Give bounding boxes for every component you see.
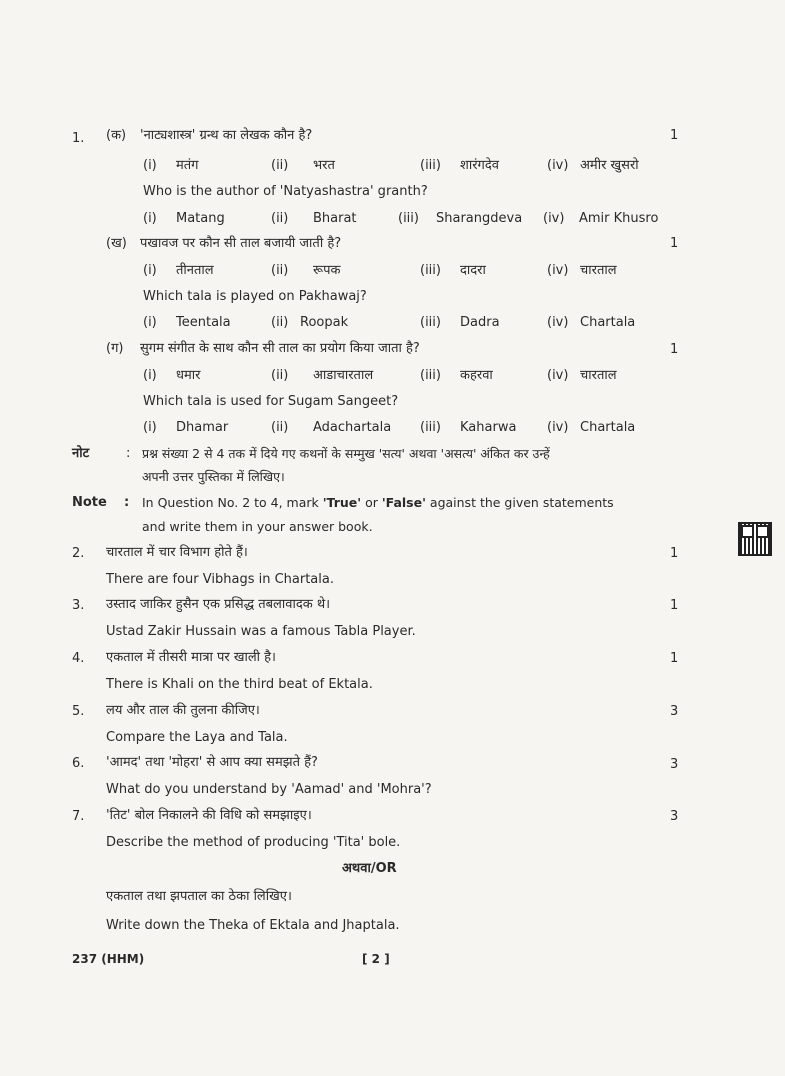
q1a-e-opt1: Matang	[176, 211, 225, 226]
q1b-h-opt1: तीनताल	[176, 263, 214, 278]
q1c-h-opt2-num: (ii)	[271, 368, 289, 383]
note-english-false: 'False'	[381, 495, 426, 510]
q1b-h-opt3-num: (iii)	[420, 263, 441, 278]
q1b-english: Which tala is played on Pakhawaj?	[143, 289, 367, 304]
q1a-e-opt3: Sharangdeva	[436, 211, 523, 226]
q1b-e-opt4: Chartala	[580, 315, 636, 330]
note-english-true: 'True'	[322, 495, 362, 510]
q1c-e-opt3: Kaharwa	[460, 420, 517, 435]
q1c-e-opt3-num: (iii)	[420, 420, 441, 435]
q1b-h-opt2-num: (ii)	[271, 263, 289, 278]
q1a-h-opt3-num: (iii)	[420, 158, 441, 173]
q7-english: Describe the method of producing 'Tita' bole.	[106, 835, 401, 850]
q1a-e-opt4-num: (iv)	[543, 211, 565, 226]
q1c-h-opt3-num: (iii)	[420, 368, 441, 383]
q1c-h-opt1-num: (i)	[143, 368, 157, 383]
q1c-label: (ग)	[106, 341, 124, 356]
q1b-marks: 1	[670, 236, 679, 251]
q2-english: There are four Vibhags in Chartala.	[106, 572, 334, 587]
q1b-e-opt3: Dadra	[460, 315, 500, 330]
q1b-label: (ख)	[106, 236, 127, 251]
q1b-hindi: पखावज पर कौन सी ताल बजायी जाती है?	[140, 236, 342, 251]
q1a-h-opt1-num: (i)	[143, 158, 157, 173]
q1a-english: Who is the author of 'Natyashastra' granth?	[143, 184, 428, 199]
q1c-h-opt3: कहरवा	[460, 368, 493, 383]
q1a-e-opt2-num: (ii)	[271, 211, 289, 226]
note-english-post: against the given statements	[425, 495, 614, 510]
q1a-h-opt3: शारंगदेव	[460, 158, 499, 173]
q1c-e-opt2-num: (ii)	[271, 420, 289, 435]
note-hindi-line1: प्रश्न संख्या 2 से 4 तक में दिये गए कथनों के सम्मुख 'सत्य' अथवा 'असत्य' अंकित कर उन्हें	[142, 446, 550, 461]
q6-english: What do you understand by 'Aamad' and 'Mohra'?	[106, 782, 432, 797]
note-english-mid: or	[361, 495, 382, 510]
q1b-h-opt2: रूपक	[313, 263, 341, 278]
q6-hindi: 'आमद' तथा 'मोहरा' से आप क्या समझते हैं?	[106, 755, 318, 770]
q1c-h-opt1: धमार	[176, 368, 201, 383]
or-label: अथवा/OR	[342, 861, 397, 876]
note-hindi-line2: अपनी उत्तर पुस्तिका में लिखिए।	[142, 469, 285, 484]
q1c-h-opt2: आडाचारताल	[313, 368, 374, 383]
q1b-e-opt1: Teentala	[176, 315, 231, 330]
q1a-hindi: 'नाट्यशास्त्र' ग्रन्थ का लेखक कौन है?	[140, 128, 313, 143]
q1a-h-opt2-num: (ii)	[271, 158, 289, 173]
q7-number: 7.	[72, 809, 85, 824]
q1b-e-opt2-num: (ii)	[271, 315, 289, 330]
paper-code: 237 (HHM)	[72, 952, 145, 966]
q1a-h-opt4: अमीर खुसरो	[580, 158, 639, 173]
q4-hindi: एकताल में तीसरी मात्रा पर खाली है।	[106, 650, 276, 665]
q3-marks: 1	[670, 598, 679, 613]
note-hindi-label: नोट	[72, 446, 90, 461]
q4-marks: 1	[670, 651, 679, 666]
q4-number: 4.	[72, 651, 85, 666]
q1a-e-opt4: Amir Khusro	[579, 211, 659, 226]
q1a-h-opt4-num: (iv)	[547, 158, 569, 173]
q2-number: 2.	[72, 546, 85, 561]
note-english-line1	[142, 495, 614, 511]
q1c-e-opt1: Dhamar	[176, 420, 229, 435]
q1c-hindi: सुगम संगीत के साथ कौन सी ताल का प्रयोग किया जाता है?	[140, 341, 420, 356]
q1b-h-opt1-num: (i)	[143, 263, 157, 278]
q1c-h-opt4-num: (iv)	[547, 368, 569, 383]
q5-number: 5.	[72, 704, 85, 719]
q1c-e-opt4: Chartala	[580, 420, 636, 435]
q7-marks: 3	[670, 809, 679, 824]
or-hindi: एकताल तथा झपताल का ठेका लिखिए।	[106, 889, 292, 904]
q1a-e-opt3-num: (iii)	[398, 211, 419, 226]
q2-marks: 1	[670, 546, 679, 561]
q1c-e-opt4-num: (iv)	[547, 420, 569, 435]
q4-english: There is Khali on the third beat of Ektala.	[106, 677, 373, 692]
q1c-e-opt1-num: (i)	[143, 420, 157, 435]
note-english-sep: :	[124, 495, 130, 510]
q1a-h-opt2: भरत	[313, 158, 335, 173]
q1b-h-opt4: चारताल	[580, 263, 617, 278]
q3-number: 3.	[72, 598, 85, 613]
q1b-e-opt3-num: (iii)	[420, 315, 441, 330]
q6-number: 6.	[72, 756, 85, 771]
q5-marks: 3	[670, 704, 679, 719]
q1a-h-opt1: मतंग	[176, 158, 199, 173]
q1-number: 1.	[72, 131, 85, 146]
qr-code-icon	[738, 522, 772, 556]
q1c-e-opt2: Adachartala	[313, 420, 392, 435]
q1b-e-opt1-num: (i)	[143, 315, 157, 330]
q1c-english: Which tala is used for Sugam Sangeet?	[143, 394, 399, 409]
note-english-line2: and write them in your answer book.	[142, 519, 373, 534]
q1a-label: (क)	[106, 128, 127, 143]
note-hindi-sep: :	[126, 446, 131, 461]
q1a-marks: 1	[670, 128, 679, 143]
note-english-pre: In Question No. 2 to 4, mark	[142, 495, 323, 510]
q7-hindi: 'तिट' बोल निकालने की विधि को समझाइए।	[106, 808, 312, 823]
q1c-marks: 1	[670, 342, 679, 357]
q5-english: Compare the Laya and Tala.	[106, 730, 288, 745]
page-number: [ 2 ]	[362, 952, 390, 966]
q5-hindi: लय और ताल की तुलना कीजिए।	[106, 703, 260, 718]
q1b-e-opt2: Roopak	[300, 315, 349, 330]
q1a-e-opt2: Bharat	[313, 211, 357, 226]
q3-english: Ustad Zakir Hussain was a famous Tabla Player.	[106, 624, 416, 639]
note-english-label: Note	[72, 495, 107, 510]
or-english: Write down the Theka of Ektala and Jhaptala.	[106, 918, 400, 933]
q6-marks: 3	[670, 757, 679, 772]
q3-hindi: उस्ताद जाकिर हुसैन एक प्रसिद्ध तबलावादक थे।	[106, 597, 331, 612]
q1b-h-opt3: दादरा	[460, 263, 486, 278]
q1b-h-opt4-num: (iv)	[547, 263, 569, 278]
q1b-e-opt4-num: (iv)	[547, 315, 569, 330]
q1c-h-opt4: चारताल	[580, 368, 617, 383]
q2-hindi: चारताल में चार विभाग होते हैं।	[106, 545, 248, 560]
q1a-e-opt1-num: (i)	[143, 211, 157, 226]
